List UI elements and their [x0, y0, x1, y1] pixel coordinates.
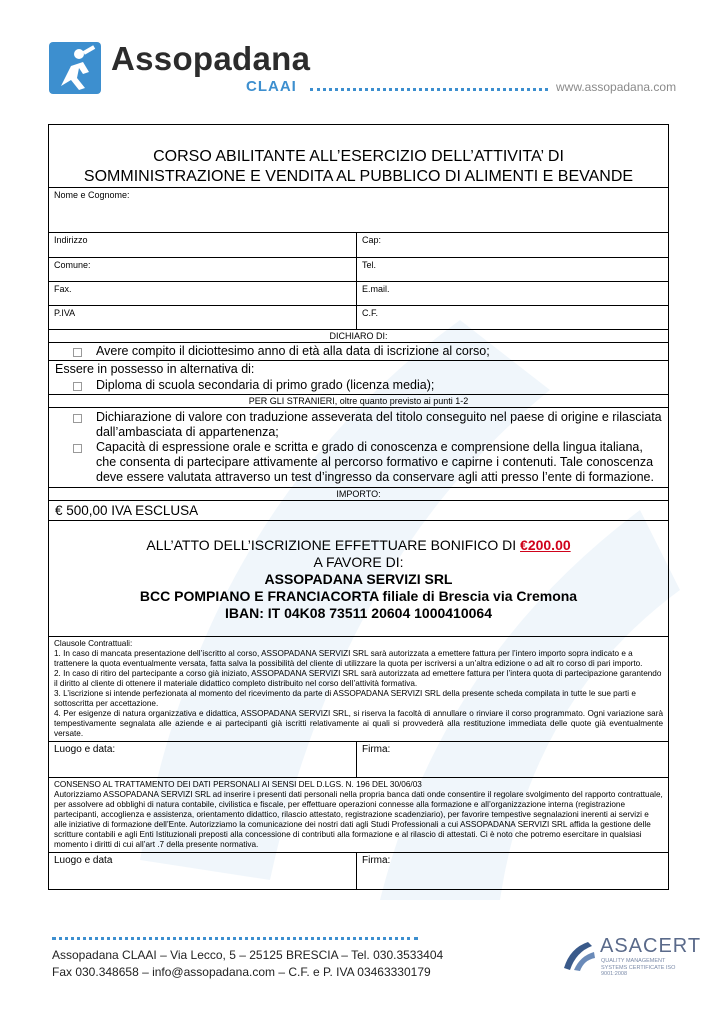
- email-field[interactable]: E.mail.: [362, 284, 390, 294]
- asacert-name: ASACERT: [600, 935, 702, 957]
- language-item[interactable]: [49, 440, 668, 485]
- privacy-consent: [49, 778, 668, 852]
- clauses-row: [49, 637, 668, 742]
- language-label: Capacità di espressione orale e scritta e grado di conoscenza e comprensione della lingua italiana, che consenta di partecipare attivamente al percorso formativo e capirne i contenuti. Tale conoscenza deve essere valutata attraverso un test d’ingresso da conservare agli atti presso l’ente di formazione.: [96, 440, 654, 484]
- footer-contacts: Fax 030.348658 – info@assopadana.com – C.F. e P. IVA 03463330179: [52, 965, 431, 979]
- signature-field-1[interactable]: Firma:: [362, 744, 391, 755]
- amount-header: IMPORTO:: [336, 489, 381, 499]
- alternative-row: [49, 361, 668, 395]
- tax-row: [49, 306, 668, 330]
- beneficiary-intro: A FAVORE DI:: [313, 554, 404, 570]
- declare-header: DICHIARO DI:: [329, 331, 388, 341]
- foreigners-row: [49, 408, 668, 488]
- place-date-field-1[interactable]: Luogo e data:: [49, 742, 357, 777]
- city-row: [49, 258, 668, 282]
- fax-row: [49, 282, 668, 306]
- language-checkbox[interactable]: [73, 444, 82, 453]
- diploma-check-item[interactable]: [49, 378, 668, 393]
- amount-header-row: [49, 488, 668, 501]
- declare-header-row: [49, 330, 668, 343]
- transfer-line: [49, 537, 668, 554]
- beneficiary-name: ASSOPADANA SERVIZI SRL: [264, 571, 453, 587]
- foreigners-header-row: [49, 395, 668, 408]
- name-label: Nome e Cognome:: [54, 190, 130, 200]
- clause-4: 4. Per esigenze di natura organizzativa e didattica, ASSOPADANA SERVIZI SRL, si riserva la facoltà di annullare o rinviare il corso programmato. Ogni variazione sarà tempestivamente segnalata alle aziende e ai partecipanti già iscritti relativamente ai quali si provvederà alla restituzione immediata delle quote già eventualmente versate.: [54, 709, 663, 738]
- value-declaration-label: Dichiarazione di valore con traduzione asseverata del titolo conseguito nel paese di origine e rilasciata dall’ambasciata di appartenenza;: [96, 410, 662, 439]
- clauses-title: Clausole Contrattuali:: [54, 639, 133, 648]
- header-website[interactable]: www.assopadana.com: [556, 80, 677, 94]
- footer-address: Assopadana CLAAI – Via Lecco, 5 – 25125 BRESCIA – Tel. 030.3533404: [52, 948, 444, 962]
- place-date-field-2[interactable]: Luogo e data: [49, 853, 357, 889]
- asacert-logo-icon: [562, 938, 596, 972]
- consent-row: [49, 778, 668, 853]
- footer-dotted-line: [52, 937, 418, 940]
- iban: IBAN: IT 04K08 73511 20604 1000410064: [225, 605, 492, 621]
- age-check-item[interactable]: [49, 343, 496, 360]
- value-declaration-item[interactable]: [49, 410, 668, 440]
- clause-1: 1. In caso di mancata presentazione dell’iscritto al corso, ASSOPADANA SERVIZI SRL sarà autorizzata a emettere fattura per l’intero importo sopra indicato e a trattenere la quota eventualmente versata, fatta salva la possibilità del cliente di utilizzare la quota per iscriversi a un’altra edizione o ad alt ro corso di pari importo.: [54, 649, 643, 668]
- age-checkbox[interactable]: [73, 348, 82, 357]
- diploma-label: Diploma di scuola secondaria di primo grado (licenza media);: [96, 378, 435, 392]
- registration-form: [48, 124, 669, 890]
- payment-row: [49, 521, 668, 637]
- fiscal-code-field[interactable]: C.F.: [362, 308, 379, 318]
- price-value: € 500,00 IVA ESCLUSA: [55, 503, 199, 518]
- cap-field[interactable]: Cap:: [362, 235, 382, 245]
- title-row: [49, 125, 668, 188]
- foreigners-header: PER GLI STRANIERI, oltre quanto previsto ai punti 1-2: [248, 396, 469, 406]
- name-row[interactable]: [49, 188, 668, 233]
- signature-row-1: [49, 742, 668, 778]
- brand-subtitle: CLAAI: [246, 78, 297, 95]
- phone-field[interactable]: Tel.: [362, 260, 377, 270]
- transfer-amount: €200.00: [520, 537, 571, 553]
- consent-text: Autorizziamo ASSOPADANA SERVIZI SRL ad inserire i presenti dati personali nella propria banca dati onde consentire il regolare svolgimento del rapporto contrattuale, per assolvere ad obblighi di natura contabile, civilistica e fiscale, per effettuare operazioni connesse alla formazione e all’organizzazione interna (registrazione partecipanti, accoglienza e assistenza, orientamento didattico, rilascio attestato, registrazione scadenziario), per favorire tempestive segnalazioni inerenti ai servizi e alle iniziative di formazione dell’Ente. Autorizziamo la comunicazione dei nostri dati agli Studi Professionali a cui ASSOPADANA SERVIZI SRL affida la gestione delle scritture contabili e agli Enti Istituzionali preposti alla concessione di contributi alla formazione e al rilascio di attestati. Ci è noto che potremo esercitare in qualsiasi momento i diritti di cui all’art .7 della presente normativa.: [54, 790, 663, 849]
- contract-clauses: [49, 637, 668, 741]
- transfer-text: ALL’ATTO DELL’ISCRIZIONE EFFETTUARE BONIFICO DI: [146, 537, 521, 553]
- brand-name: Assopadana: [111, 40, 311, 77]
- address-field[interactable]: Indirizzo: [49, 233, 357, 257]
- course-title-line2: SOMMINISTRAZIONE E VENDITA AL PUBBLICO DI ALIMENTI E BEVANDE: [83, 168, 634, 185]
- asacert-subtitle: QUALITY MANAGEMENT SYSTEMS CERTIFICATE ISO 9001:2008: [601, 958, 676, 977]
- craftsman-icon: [49, 42, 101, 94]
- course-title-line1: CORSO ABILITANTE ALL’ESERCIZIO DELL’ATTIVITA’ DI: [153, 148, 564, 165]
- assopadana-logo: [49, 42, 101, 94]
- alternative-label: Essere in possesso in alternativa di:: [55, 362, 255, 376]
- vat-field[interactable]: P.IVA: [49, 306, 357, 329]
- payment-info: [49, 521, 668, 636]
- fax-field[interactable]: Fax.: [49, 282, 357, 305]
- value-declaration-checkbox[interactable]: [73, 414, 82, 423]
- age-label: Avere compito il diciottesimo anno di età alla data di iscrizione al corso;: [96, 344, 490, 358]
- city-field[interactable]: Comune:: [49, 258, 357, 281]
- course-title: [49, 125, 668, 187]
- header-dotted-line: [310, 88, 548, 91]
- bank-name: BCC POMPIANO E FRANCIACORTA filiale di Brescia via Cremona: [139, 588, 578, 604]
- clause-3: 3. L’iscrizione si intende perfezionata al momento del ricevimento da parte di ASSOPADANA SERVIZI SRL della presente scheda compilata in tutte le sue parti e sottoscritta per accettazione.: [54, 689, 636, 708]
- diploma-checkbox[interactable]: [73, 382, 82, 391]
- clause-2: 2. In caso di ritiro del partecipante a corso già iniziato, ASSOPADANA SERVIZI SRL sarà autorizzata ad emettere fattura per l’intera quota di partecipazione garantendo il diritto al cliente di ottenere il materiale didattico completo distribuito nel corso dell’attività formativa.: [54, 669, 662, 688]
- address-row: [49, 233, 668, 258]
- price-row: [49, 501, 668, 521]
- signature-row-2: [49, 853, 668, 889]
- age-row: [49, 343, 668, 361]
- signature-field-2[interactable]: Firma:: [362, 855, 391, 866]
- consent-title: CONSENSO AL TRATTAMENTO DEI DATI PERSONALI AI SENSI DEL D.LGS. N. 196 DEL 30/06/03: [54, 780, 422, 789]
